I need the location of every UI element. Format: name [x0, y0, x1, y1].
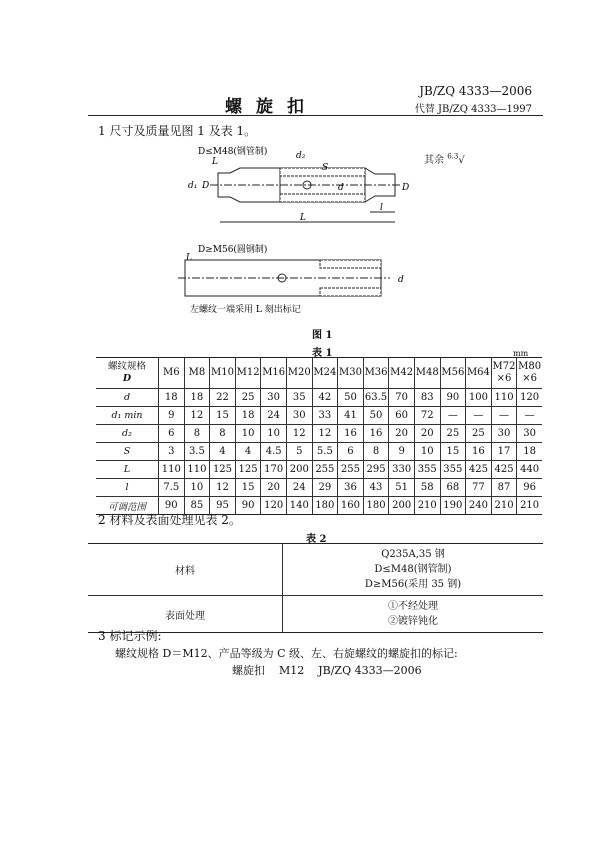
section-1-text: 1 尺寸及质量见图 1 及表 1。 [98, 124, 257, 138]
table2-value: Q235A,35 钢 [381, 549, 445, 560]
dim-d-top: d [338, 183, 344, 193]
table-cell: 10 [235, 425, 261, 443]
table-cell: 110 [184, 461, 210, 479]
table-cell: 42 [312, 389, 338, 407]
table1-column-header: M80 ×6 [517, 358, 542, 389]
table-cell: 425 [466, 461, 492, 479]
table2-values [283, 544, 543, 595]
table2-value: D≤M48(钢管制) [374, 564, 452, 575]
table-2 [88, 543, 543, 633]
roughness-value: 6.3 [447, 152, 459, 161]
figure-note: 左螺纹一端采用 L 刻出标记 [190, 305, 301, 315]
table1-column-header: M72 ×6 [491, 358, 517, 389]
table-cell: 29 [312, 479, 338, 497]
table-1 [96, 357, 542, 515]
table-cell: 210 [517, 497, 542, 515]
table-cell: 10 [261, 425, 287, 443]
section-2-text: 2 材料及表面处理见表 2。 [98, 513, 241, 527]
figure-1-drawing [170, 140, 470, 340]
table2-values [283, 596, 543, 632]
header-rule [88, 115, 543, 116]
table-cell: 355 [414, 461, 440, 479]
table-cell: 210 [414, 497, 440, 515]
header-sub: D [122, 373, 132, 384]
table-cell: 20 [261, 479, 287, 497]
table-cell: 30 [286, 407, 312, 425]
table-row [96, 425, 542, 443]
table-cell: 125 [210, 461, 236, 479]
table-cell: 8 [210, 425, 236, 443]
table-cell: — [517, 407, 542, 425]
table-cell: 24 [286, 479, 312, 497]
table-cell: 255 [338, 461, 364, 479]
table-cell: 30 [517, 425, 542, 443]
table-cell: 15 [235, 479, 261, 497]
table-cell: 90 [235, 497, 261, 515]
table2-row-material [88, 544, 543, 595]
table-cell: 8 [184, 425, 210, 443]
row-label: d₁ min [96, 407, 159, 425]
table-cell: — [440, 407, 466, 425]
table2-key: 材料 [88, 544, 283, 595]
table-row [96, 389, 542, 407]
row-label: d [96, 389, 159, 407]
table-cell: 18 [517, 443, 542, 461]
section-3-heading: 3 标记示例: [98, 629, 162, 643]
table-cell: 16 [466, 443, 492, 461]
table-cell: 10 [414, 443, 440, 461]
table1-column-header: M36 [363, 358, 389, 389]
table-cell: 36 [338, 479, 364, 497]
table-cell: 25 [466, 425, 492, 443]
figure-mark-label-2: L [186, 253, 192, 263]
table2-value: D≥M56(采用 35 钢) [364, 579, 462, 590]
table1-column-header: M64 [466, 358, 492, 389]
table-cell: 295 [363, 461, 389, 479]
table-cell: 6 [159, 425, 185, 443]
table2-key: 表面处理 [88, 596, 283, 632]
table-cell: — [466, 407, 492, 425]
table-cell: 18 [235, 407, 261, 425]
table-cell: 180 [312, 497, 338, 515]
row-label: l [96, 479, 159, 497]
table-cell: 33 [312, 407, 338, 425]
table-cell: 4 [235, 443, 261, 461]
table1-column-header: M24 [312, 358, 338, 389]
table1-column-header: M8 [184, 358, 210, 389]
table-cell: 17 [491, 443, 517, 461]
table1-column-header: M48 [414, 358, 440, 389]
table-cell: 8 [363, 443, 389, 461]
table1-caption: 表 1 [312, 348, 333, 359]
table-cell: 20 [389, 425, 415, 443]
table-cell: 5.5 [312, 443, 338, 461]
table-cell: 330 [389, 461, 415, 479]
table-cell: 7.5 [159, 479, 185, 497]
table-cell: 90 [440, 389, 466, 407]
table-cell: 22 [210, 389, 236, 407]
table-cell: 85 [184, 497, 210, 515]
table1-column-header: M30 [338, 358, 364, 389]
table-cell: 50 [338, 389, 364, 407]
table-cell: 3.5 [184, 443, 210, 461]
figure-caption: 图 1 [312, 330, 333, 341]
table-cell: 12 [312, 425, 338, 443]
table-cell: 12 [286, 425, 312, 443]
table1-header-label [96, 358, 159, 389]
table-cell: 60 [389, 407, 415, 425]
document-title: 螺旋扣 [225, 97, 318, 117]
table1-column-header: M56 [440, 358, 466, 389]
table-cell: — [491, 407, 517, 425]
table-cell: 16 [363, 425, 389, 443]
table-cell: 4.5 [261, 443, 287, 461]
table-cell: 51 [389, 479, 415, 497]
roughness-note [424, 151, 465, 166]
table-cell: 43 [363, 479, 389, 497]
table-cell: 58 [414, 479, 440, 497]
table1-column-header: M20 [286, 358, 312, 389]
figure-bottom-label: D≥M56(圆钢制) [198, 245, 268, 255]
table-cell: 180 [363, 497, 389, 515]
table-cell: 200 [389, 497, 415, 515]
table-cell: 5 [286, 443, 312, 461]
table-cell: 50 [363, 407, 389, 425]
table2-value: ①不经处理 [388, 601, 438, 612]
figure-mark-label: L [212, 157, 218, 167]
table-row [96, 479, 542, 497]
table-cell: 110 [159, 461, 185, 479]
table-cell: 72 [414, 407, 440, 425]
table1-column-header: M42 [389, 358, 415, 389]
table-cell: 170 [261, 461, 287, 479]
table-cell: 87 [491, 479, 517, 497]
table1-column-header: M12 [235, 358, 261, 389]
table-cell: 18 [159, 389, 185, 407]
standard-number: JB/ZQ 4333—2006 [419, 84, 532, 98]
table-cell: 120 [261, 497, 287, 515]
table-cell: 25 [235, 389, 261, 407]
table-cell: 200 [286, 461, 312, 479]
dim-s: S [322, 163, 329, 173]
table2-caption: 表 2 [306, 534, 327, 545]
table-cell: 120 [517, 389, 542, 407]
table-row [96, 461, 542, 479]
table1-header-row [96, 358, 542, 389]
roughness-label: 其余 [424, 155, 444, 166]
table-cell: 90 [159, 497, 185, 515]
table-cell: 30 [491, 425, 517, 443]
figure-top-label: D≤M48(钢管制) [198, 147, 268, 157]
table-cell: 63.5 [363, 389, 389, 407]
dim-D-left: D [202, 181, 210, 191]
table-cell: 15 [440, 443, 466, 461]
table-row [96, 407, 542, 425]
table1-column-header: M6 [159, 358, 185, 389]
table-cell: 77 [466, 479, 492, 497]
table-cell: 24 [261, 407, 287, 425]
section-3-text: 螺纹规格 D＝M12、产品等级为 C 级、左、右旋螺纹的螺旋扣的标记: [115, 647, 458, 660]
row-label: d₂ [96, 425, 159, 443]
replaces-standard: 代替 JB/ZQ 4333—1997 [414, 104, 532, 115]
table-cell: 20 [414, 425, 440, 443]
marking-example: 螺旋扣 M12 JB/ZQ 4333—2006 [232, 664, 422, 677]
table-cell: 440 [517, 461, 542, 479]
table1-unit: mm [513, 349, 529, 358]
dim-d2: d₂ [296, 151, 306, 161]
table2-value: ②镀锌钝化 [388, 616, 438, 627]
dim-L: L [300, 213, 306, 223]
dim-D-right: D [402, 183, 410, 193]
table-cell: 160 [338, 497, 364, 515]
table-cell: 12 [184, 407, 210, 425]
table-cell: 140 [286, 497, 312, 515]
table-cell: 16 [338, 425, 364, 443]
table-cell: 15 [210, 407, 236, 425]
row-label: L [96, 461, 159, 479]
table-cell: 35 [286, 389, 312, 407]
table-cell: 425 [491, 461, 517, 479]
table-cell: 125 [235, 461, 261, 479]
table-cell: 9 [159, 407, 185, 425]
table-cell: 12 [210, 479, 236, 497]
table-cell: 110 [491, 389, 517, 407]
dim-d-bottom: d [398, 275, 404, 285]
table-cell: 83 [414, 389, 440, 407]
table-cell: 6 [338, 443, 364, 461]
table-cell: 96 [517, 479, 542, 497]
table-cell: 9 [389, 443, 415, 461]
table-cell: 18 [184, 389, 210, 407]
table-cell: 210 [491, 497, 517, 515]
header-label: 螺纹规格 [107, 361, 146, 372]
table-row [96, 443, 542, 461]
table-cell: 95 [210, 497, 236, 515]
row-label: 可调范围 [96, 497, 159, 515]
row-label: S [96, 443, 159, 461]
table-cell: 4 [210, 443, 236, 461]
table-cell: 70 [389, 389, 415, 407]
table-cell: 25 [440, 425, 466, 443]
table-cell: 355 [440, 461, 466, 479]
dim-l: l [380, 203, 383, 213]
table-cell: 255 [312, 461, 338, 479]
table-cell: 41 [338, 407, 364, 425]
dim-d1: d₁ [188, 181, 198, 191]
table-cell: 10 [184, 479, 210, 497]
table1-column-header: M16 [261, 358, 287, 389]
table-cell: 100 [466, 389, 492, 407]
table-cell: 3 [159, 443, 185, 461]
table-cell: 190 [440, 497, 466, 515]
table-cell: 240 [466, 497, 492, 515]
table1-column-header: M10 [210, 358, 236, 389]
roughness-symbol-icon: √ [458, 155, 465, 166]
table-cell: 68 [440, 479, 466, 497]
table-cell: 30 [261, 389, 287, 407]
